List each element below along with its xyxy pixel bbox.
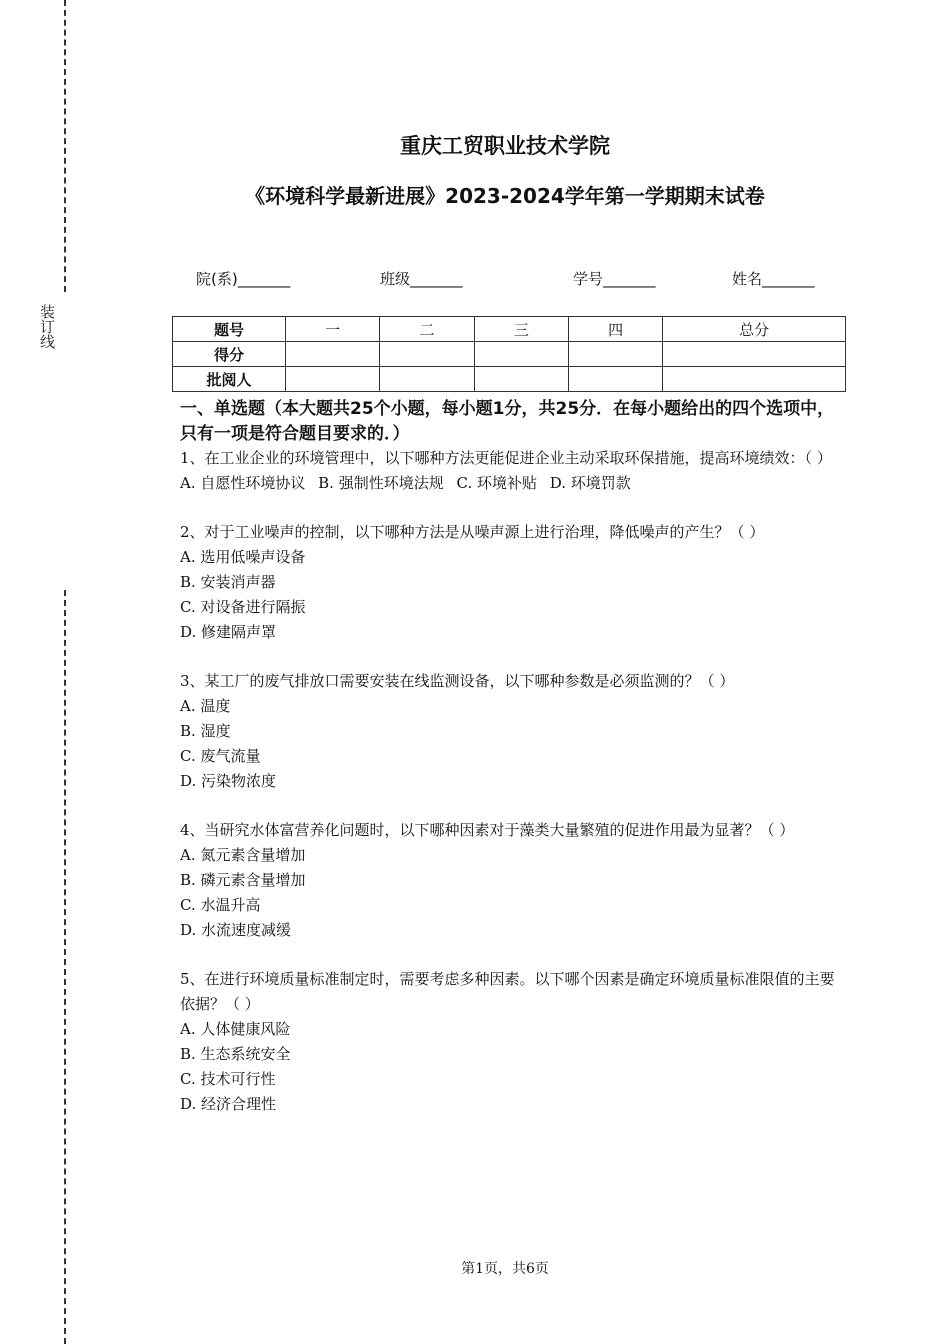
question-stem: 4、当研究水体富营养化问题时，以下哪种因素对于藻类大量繁殖的促进作用最为显著？（ ） — [180, 821, 795, 839]
row-label-grader: 批阅人 — [173, 367, 286, 392]
grader-cell[interactable] — [286, 367, 380, 392]
option-a[interactable]: A. 人体健康风险 — [180, 1020, 291, 1038]
question-5 — [180, 967, 840, 1117]
table-header-cell: 四 — [568, 317, 662, 342]
score-table — [172, 316, 846, 392]
option-d[interactable]: D. 修建隔声罩 — [180, 623, 277, 641]
table-header-cell: 二 — [380, 317, 474, 342]
option-c[interactable]: C. 环境补贴 — [456, 474, 537, 492]
grader-cell[interactable] — [568, 367, 662, 392]
question-2 — [180, 520, 840, 645]
score-cell[interactable] — [663, 342, 846, 367]
option-a[interactable]: A. 选用低噪声设备 — [180, 548, 306, 566]
option-b[interactable]: B. 强制性环境法规 — [318, 474, 444, 492]
question-3 — [180, 669, 840, 794]
section-heading: 一、单选题（本大题共25个小题，每小题1分，共25分．在每小题给出的四个选项中，只有一项是符合题目要求的．） — [180, 399, 835, 444]
option-d[interactable]: D. 经济合理性 — [180, 1095, 277, 1113]
score-cell[interactable] — [568, 342, 662, 367]
score-cell[interactable] — [286, 342, 380, 367]
option-a[interactable]: A. 自愿性环境协议 — [180, 474, 306, 492]
table-header-cell: 总分 — [663, 317, 846, 342]
question-stem: 1、在工业企业的环境管理中，以下哪种方法更能促进企业主动采取环保措施，提高环境绩效：（ ） — [180, 449, 832, 467]
score-cell[interactable] — [380, 342, 474, 367]
student-info-row — [180, 268, 840, 292]
table-header-cell: 三 — [474, 317, 568, 342]
exam-title: 《环境科学最新进展》2023-2024学年第一学期期末试卷 — [245, 184, 765, 208]
option-b[interactable]: B. 磷元素含量增加 — [180, 871, 306, 889]
score-cell[interactable] — [474, 342, 568, 367]
table-header-cell: 题号 — [173, 317, 286, 342]
question-stem: 2、对于工业噪声的控制，以下哪种方法是从噪声源上进行治理，降低噪声的产生？（ ） — [180, 523, 765, 541]
school-name: 重庆工贸职业技术学院 — [400, 134, 610, 158]
option-row — [180, 471, 840, 496]
row-label-score: 得分 — [173, 342, 286, 367]
question-1 — [180, 446, 840, 496]
option-a[interactable]: A. 温度 — [180, 697, 231, 715]
department-field[interactable]: 院(系)_______ — [196, 270, 291, 288]
question-4 — [180, 818, 840, 943]
page-footer: 第1页，共6页 — [461, 1261, 549, 1277]
question-stem: 5、在进行环境质量标准制定时，需要考虑多种因素。以下哪个因素是确定环境质量标准限值的主要依据？（ ） — [180, 970, 835, 1013]
option-a[interactable]: A. 氮元素含量增加 — [180, 846, 306, 864]
option-b[interactable]: B. 安装消声器 — [180, 573, 276, 591]
option-d[interactable]: D. 环境罚款 — [549, 474, 631, 492]
option-b[interactable]: B. 生态系统安全 — [180, 1045, 291, 1063]
option-d[interactable]: D. 污染物浓度 — [180, 772, 277, 790]
score-table-header-row — [173, 317, 846, 342]
question-list — [180, 446, 840, 1141]
name-field[interactable]: 姓名_______ — [732, 270, 815, 288]
grader-cell[interactable] — [663, 367, 846, 392]
option-c[interactable]: C. 废气流量 — [180, 747, 261, 765]
grader-row — [173, 367, 846, 392]
question-stem: 3、某工厂的废气排放口需要安装在线监测设备，以下哪种参数是必须监测的？（ ） — [180, 672, 735, 690]
class-field[interactable]: 班级_______ — [380, 270, 463, 288]
binding-line-label: 装订线 — [38, 304, 56, 349]
option-b[interactable]: B. 湿度 — [180, 722, 231, 740]
grader-cell[interactable] — [380, 367, 474, 392]
option-d[interactable]: D. 水流速度减缓 — [180, 921, 292, 939]
binding-dashed-line-bottom — [64, 590, 66, 1344]
option-c[interactable]: C. 技术可行性 — [180, 1070, 276, 1088]
student-id-field[interactable]: 学号_______ — [573, 270, 656, 288]
grader-cell[interactable] — [474, 367, 568, 392]
option-c[interactable]: C. 水温升高 — [180, 896, 261, 914]
score-row — [173, 342, 846, 367]
table-header-cell: 一 — [286, 317, 380, 342]
option-c[interactable]: C. 对设备进行隔振 — [180, 598, 306, 616]
